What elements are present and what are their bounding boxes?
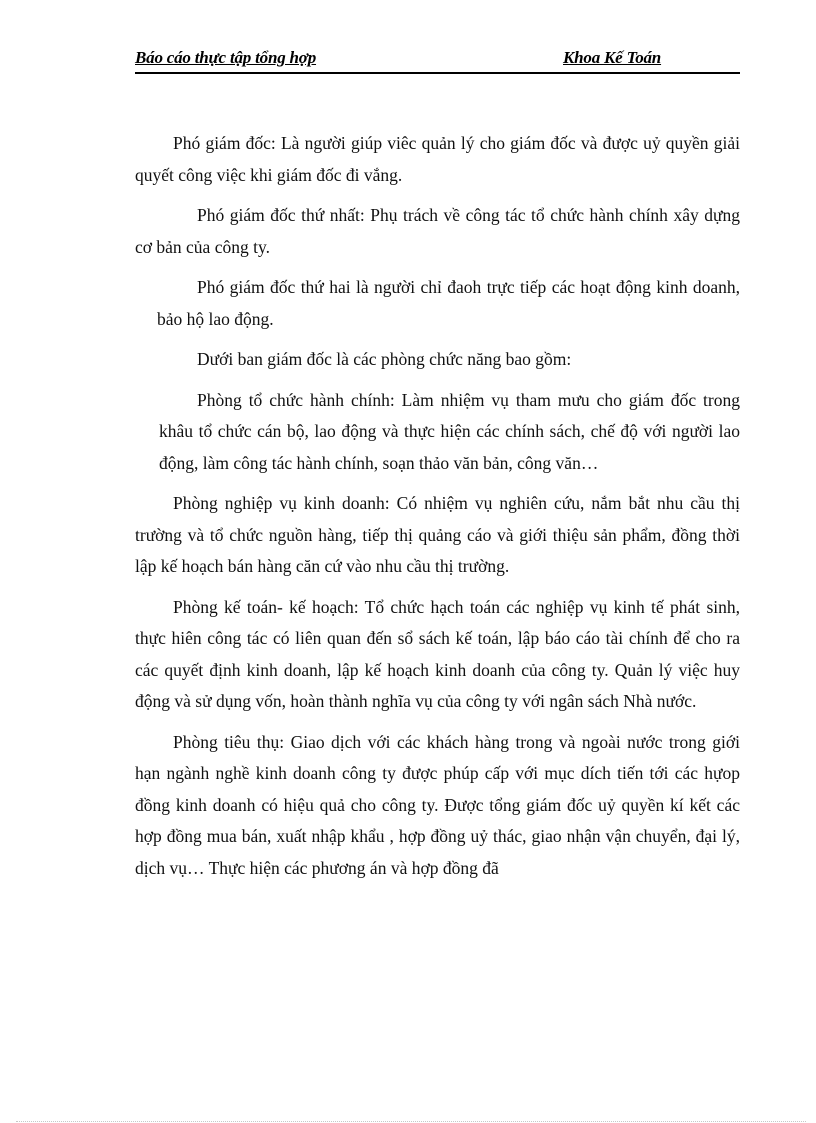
paragraph-pho-giam-doc: Phó giám đốc: Là người giúp viêc quản lý cho giám đốc và được uỷ quyền giải quyết công việc khi giám đốc đi vắng. <box>135 133 740 185</box>
paragraph-phong-nghiep-vu-kinh-doanh: Phòng nghiệp vụ kinh doanh: Có nhiệm vụ nghiên cứu, nắm bắt nhu cầu thị trường và tổ chức nguồn hàng, tiếp thị quảng cáo và giới thiệu sản phẩm, đồng thời lập kế hoạch bán hàng căn cứ vào nhu cầu thị trường. <box>135 493 740 576</box>
page-header <box>135 46 740 74</box>
paragraph-pho-giam-doc-thu-nhat: Phó giám đốc thứ nhất: Phụ trách về công tác tổ chức hành chính xây dựng cơ bản của công ty. <box>135 205 740 257</box>
document-body <box>135 128 740 884</box>
paragraph-phong-to-chuc-hanh-chinh: Phòng tổ chức hành chính: Làm nhiệm vụ tham mưu cho giám đốc trong khâu tổ chức cán bộ, lao động và thực hiện các chính sách, chế độ với người lao động, làm công tác hành chính, soạn thảo văn bản, công văn… <box>159 389 740 473</box>
header-department: Khoa Kế Toán <box>563 48 662 67</box>
paragraph-duoi-ban-giam-doc: Dưới ban giám đốc là các phòng chức năng bao gồm: <box>197 349 572 369</box>
paragraph-phong-tieu-thu: Phòng tiêu thụ: Giao dịch với các khách hàng trong và ngoài nước trong giới hạn ngành nghề kinh doanh công ty được phúp cấp với mục dích tiến tới các hựop đồng kinh doanh có hiệu quả cho công ty. Được tổng giám đốc uỷ quyền kí kết các hợp đồng mua bán, xuất nhập khẩu , hợp đồng uỷ thác, giao nhận vận chuyển, đại lý, dịch vụ… Thực hiện các phương án và hợp đồng đã <box>135 731 740 878</box>
header-report-title: Báo cáo thực tập tổng hợp <box>135 48 317 67</box>
page-bottom-divider <box>16 1121 806 1122</box>
paragraph-pho-giam-doc-thu-hai: Phó giám đốc thứ hai là người chỉ đaoh trực tiếp các hoạt động kinh doanh, bảo hộ lao động. <box>157 277 740 329</box>
paragraph-phong-ke-toan-ke-hoach: Phòng kế toán- kế hoạch: Tổ chức hạch toán các nghiệp vụ kinh tế phát sinh, thực hiên công tác có liên quan đến sổ sách kế toán, lập báo cáo tài chính để cho ra các quyết định kinh doanh, lập kế hoạch kinh doanh của công ty. Quản lý việc huy động và sử dụng vốn, hoàn thành nghĩa vụ của công ty với ngân sách Nhà nước. <box>135 596 740 711</box>
